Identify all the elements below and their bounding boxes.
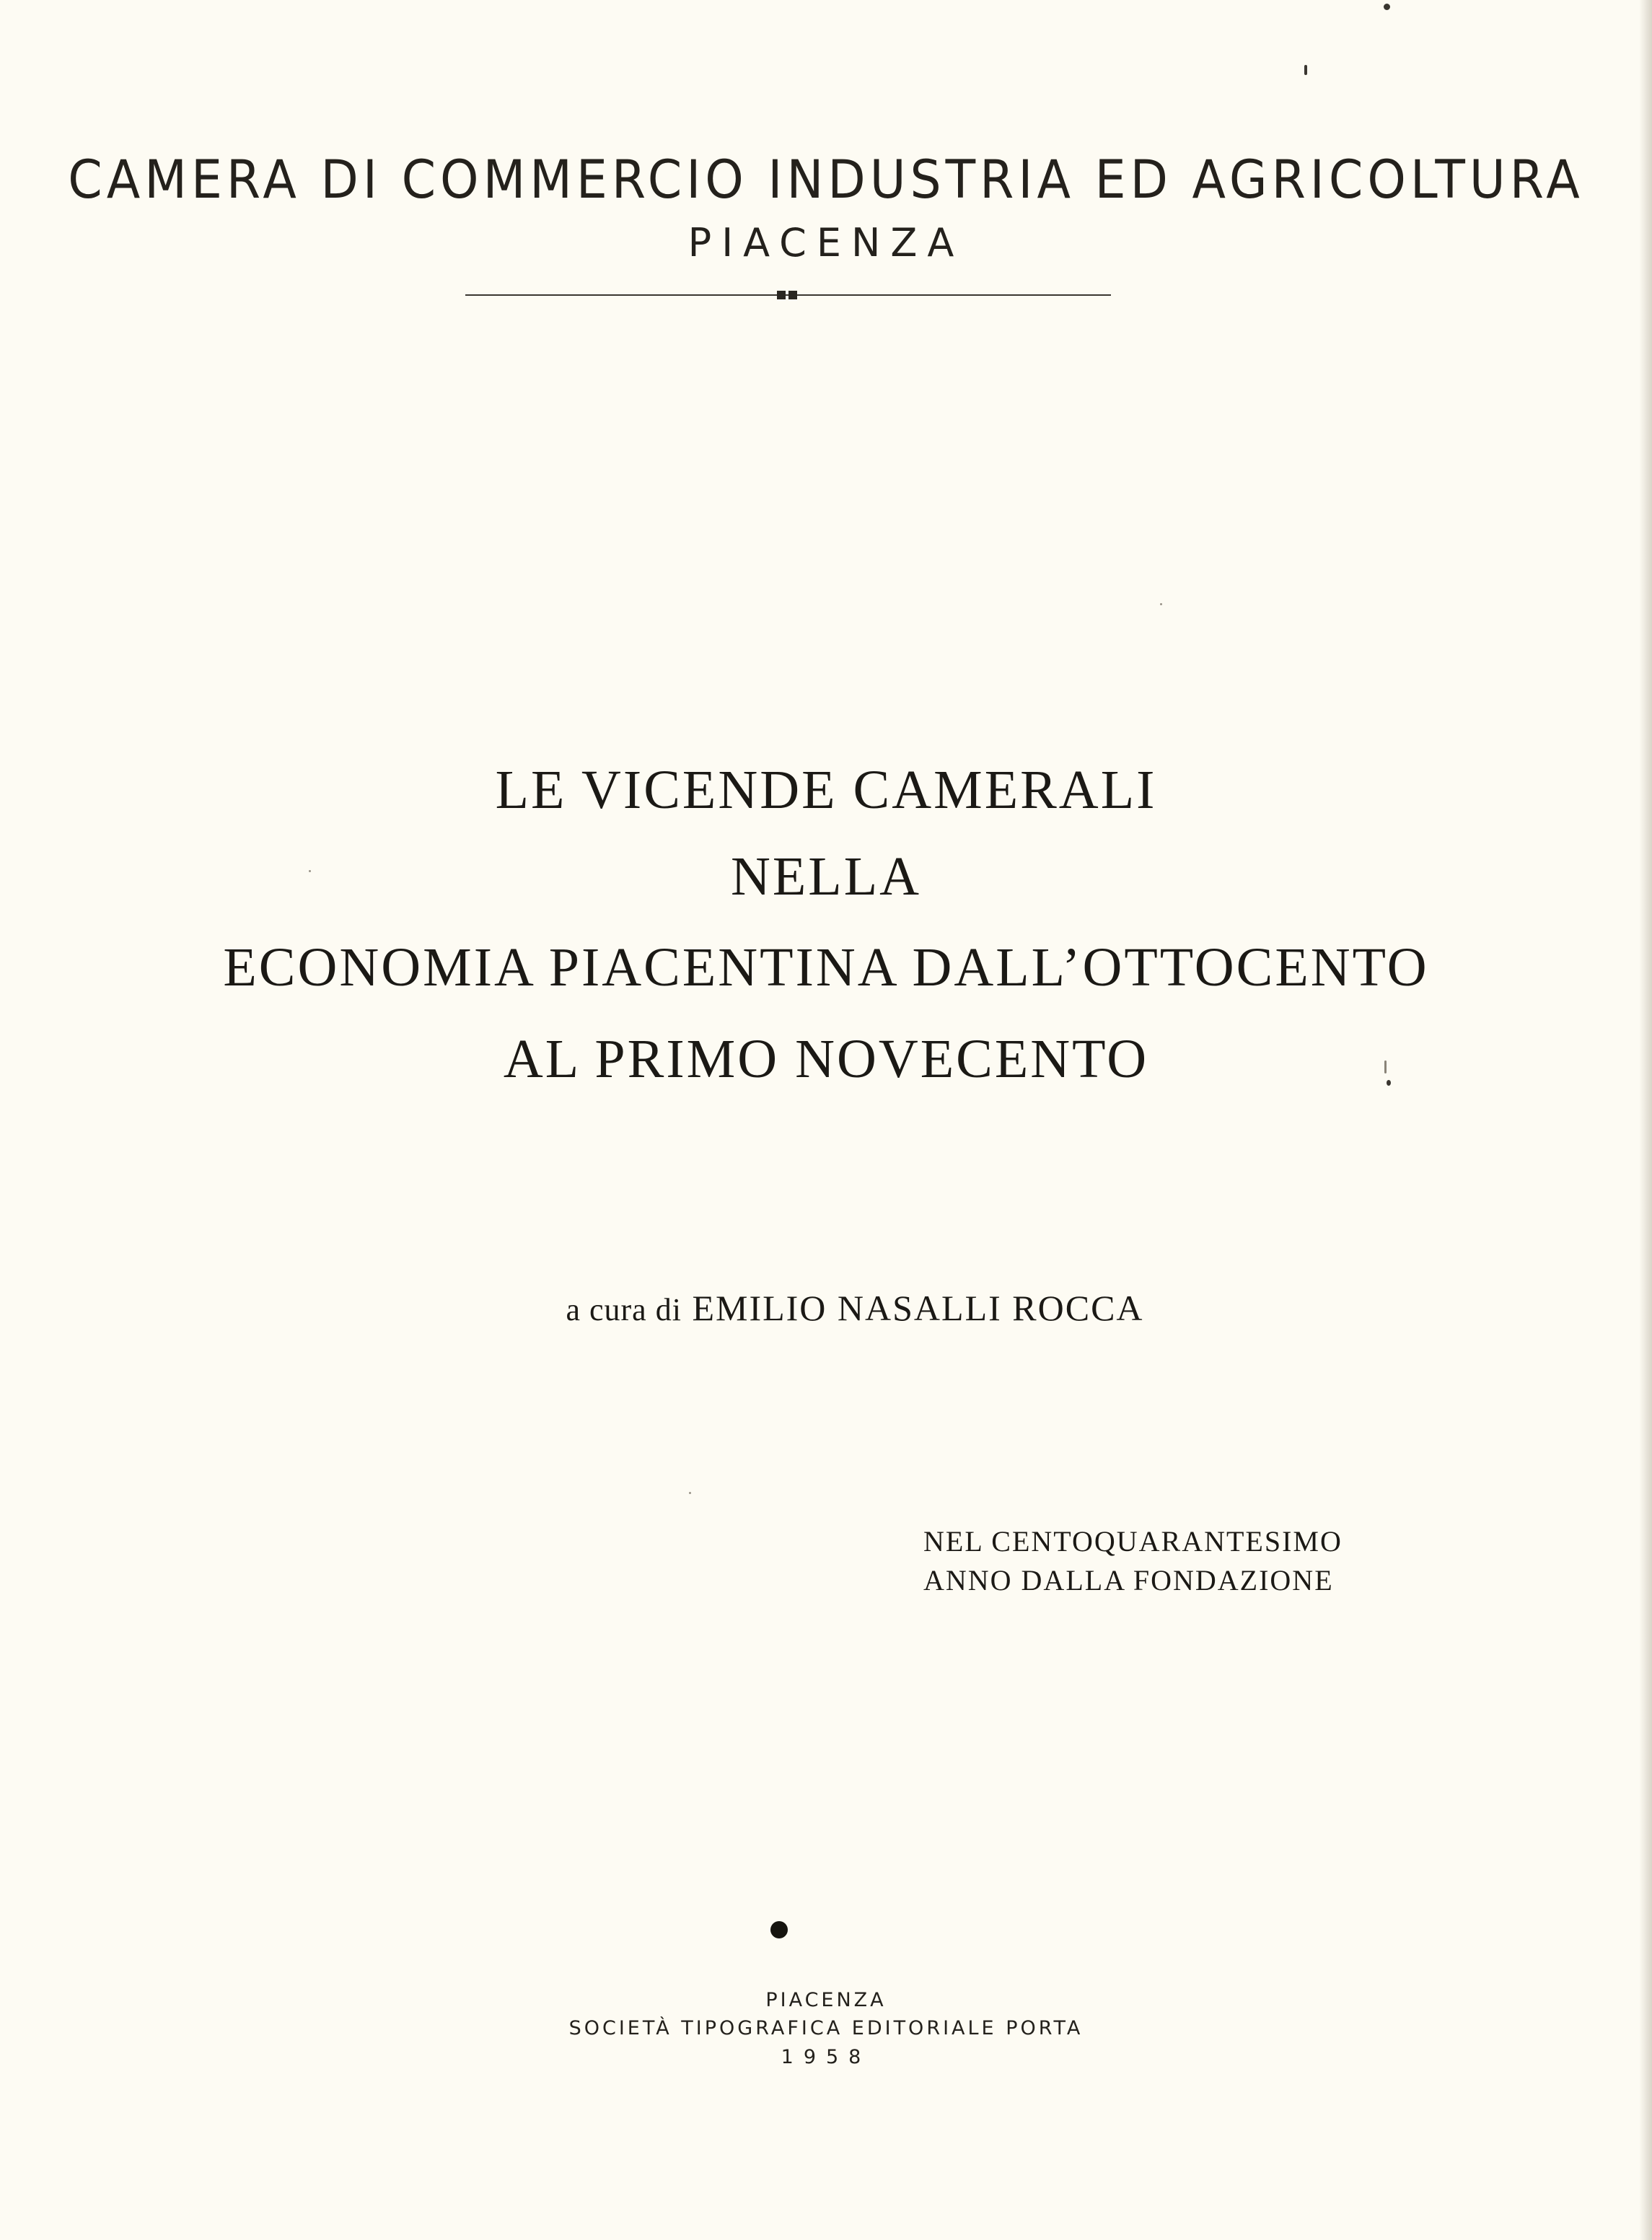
title-line-3: ECONOMIA PIACENTINA DALL’OTTOCENTO: [223, 937, 1429, 998]
institution-name: CAMERA DI COMMERCIO INDUSTRIA ED AGRICOLTURA: [68, 149, 1584, 211]
title-line-1: LE VICENDE CAMERALI: [495, 760, 1157, 820]
imprint-city: PIACENZA: [765, 1989, 887, 2011]
editor-credit: [0, 1287, 1652, 1329]
divider-ornament: [777, 291, 797, 299]
paper-speck: [1387, 1080, 1391, 1086]
paper-speck: [1384, 1060, 1387, 1073]
paper-speck: [689, 1492, 691, 1494]
paper-speck: [1384, 4, 1390, 10]
title-line-2: NELLA: [730, 846, 922, 907]
dedication-line-2: ANNO DALLA FONDAZIONE: [923, 1564, 1334, 1596]
editor-name: EMILIO NASALLI ROCCA: [692, 1288, 1144, 1328]
page-edge-shadow: [1639, 0, 1652, 2240]
title-line-4: AL PRIMO NOVECENTO: [503, 1029, 1149, 1089]
imprint-year: 1958: [781, 2046, 871, 2068]
institution-city: PIACENZA: [687, 220, 965, 265]
dedication-line-1: NEL CENTOQUARANTESIMO: [923, 1525, 1343, 1558]
dedication: [923, 1522, 1343, 1600]
paper-speck: [1160, 603, 1162, 605]
paper-speck: [309, 870, 311, 872]
ornament-bullet: [770, 1921, 788, 1938]
editor-prefix: a cura di: [566, 1292, 682, 1327]
imprint-publisher: SOCIETÀ TIPOGRAFICA EDITORIALE PORTA: [568, 2017, 1084, 2039]
paper-speck: [1304, 65, 1307, 75]
